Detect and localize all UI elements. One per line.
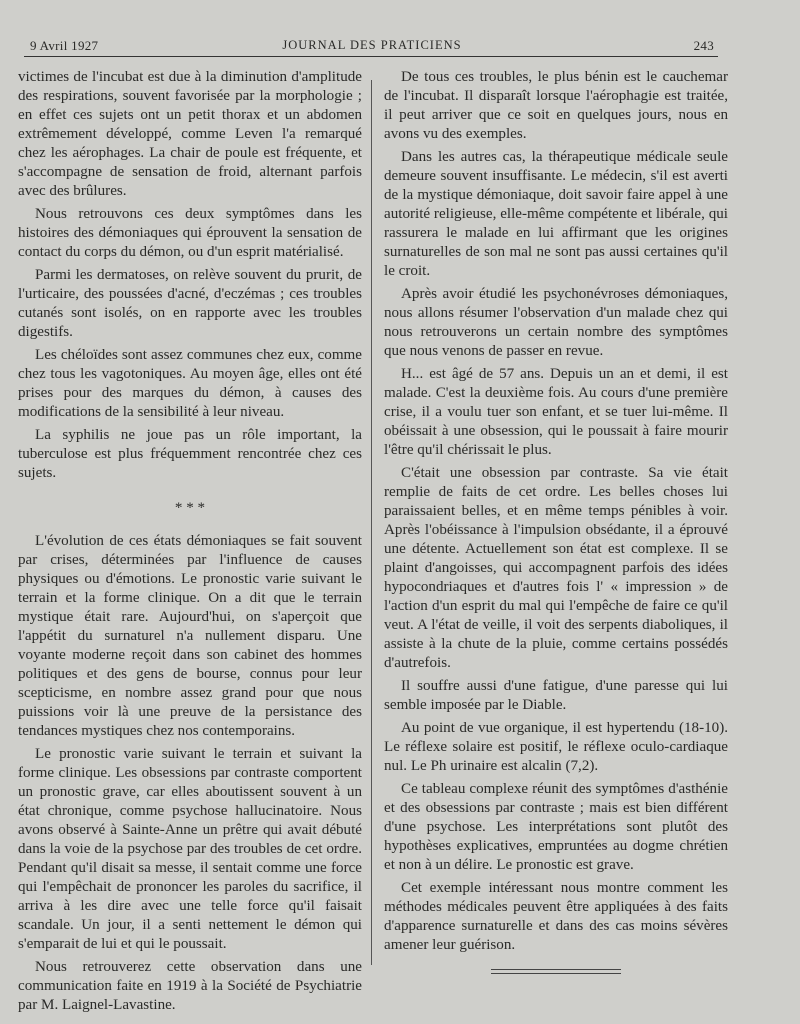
left-column bbox=[18, 68, 362, 1015]
paragraph: Le pronostic varie suivant le terrain et suivant la forme clinique. Les obsessions par contraste comportent un pronostic grave, car elles aboutissent souvent à un état chronique, comme psychose hallucinatoire. Nous avons observé à Sainte-Anne un prêtre qui avait débuté dans la voie de la psychose par des troubles de cet ordre. Pendant qu'il disait sa messe, il sentait comme une force qui l'empêchait de prononcer les paroles du sacrifice, il arriva à les dire avec une telle force qu'il faisait scandale. Un jour, il a senti nettement le démon qui s'emparait de lui et qui le poussait. bbox=[18, 746, 362, 952]
page-number: 243 bbox=[693, 38, 714, 53]
paragraph: Nous retrouverez cette observation dans une communication faite en 1919 à la Société de Psychiatrie par M. Laignel-Lavastine. bbox=[18, 959, 362, 1013]
paragraph: Dans les autres cas, la thérapeutique médicale seule demeure souvent insuffisante. Le médecin, s'il est averti de la mystique démoniaque, doit savoir faire appel à une autorité religieuse, elle-même compétente et libérale, qui rassurera le malade en lui affirmant que les origines surnaturelles de son mal ne sont pas aussi certaines qu'il le croit. bbox=[384, 149, 728, 279]
paragraph: Nous retrouvons ces deux symptômes dans les histoires des démoniaques qui éprouvent la sensation de contact du corps du démon, ou d'un esprit matérialisé. bbox=[18, 206, 362, 260]
paragraph: Après avoir étudié les psychonévroses démoniaques, nous allons résumer l'observation d'un malade chez qui nous retrouverons un certain nombre des symptômes que nous venons de passer en revue. bbox=[384, 286, 728, 359]
end-of-article-rule bbox=[491, 969, 621, 974]
paragraph: H... est âgé de 57 ans. Depuis un an et demi, il est malade. C'est la deuxième fois. Au cours d'une première crise, il a voulu tuer son enfant, et se tuer lui-même. Il obéissait à une obsession, qui le poussait à faire mourir l'être qu'il chérissait le plus. bbox=[384, 366, 728, 458]
running-header bbox=[30, 34, 714, 54]
paragraph: Cet exemple intéressant nous montre comment les méthodes médicales peuvent être appliquées à des faits d'apparence surnaturelle et dans des cas moins sévères amener leur guérison. bbox=[384, 880, 728, 953]
paragraph: Il souffre aussi d'une fatigue, d'une paresse qui lui semble imposée par le Diable. bbox=[384, 678, 728, 713]
paragraph: Parmi les dermatoses, on relève souvent du prurit, de l'urticaire, des poussées d'acné, d'eczémas ; ces troubles cutanés sont isolés, on en rapporte avec les troubles digestifs. bbox=[18, 267, 362, 340]
header-date: 9 Avril 1927 bbox=[30, 38, 99, 53]
section-separator: * * * bbox=[174, 500, 206, 516]
header-rule bbox=[24, 56, 718, 57]
paragraph: L'évolution de ces états démoniaques se fait souvent par crises, déterminées par l'influence de causes physiques ou d'émotions. Le pronostic varie suivant le terrain et la forme clinique. On a dit que le terrain mystique était rare. Aujourd'hui, on s'aperçoit que l'appétit du surnaturel n'a nullement disparu. Une voyante moderne reçoit dans son cabinet des hommes politiques et des gens de bourse, connus pour leur scepticisme, en nombre assez grand pour que nous puissions voir là une preuve de la persistance des tendances mystiques chez nos contemporains. bbox=[18, 533, 362, 739]
paragraph: Les chéloïdes sont assez communes chez eux, comme chez tous les vagotoniques. Au moyen âge, elles ont été prises pour des marques du démon, à causes des modifications de la sensibilité à leur niveau. bbox=[18, 347, 362, 420]
paragraph: De tous ces troubles, le plus bénin est le cauchemar de l'incubat. Il disparaît lorsque l'aérophagie est traitée, il peut arriver que ce soit en quelques jours, nous en avons vu des exemples. bbox=[384, 69, 728, 142]
right-column bbox=[384, 68, 728, 974]
paragraph: victimes de l'incubat est due à la diminution d'amplitude des respirations, souvent favorisée par la morphologie ; en effet ces sujets ont un petit thorax et un abdomen extrêmement développé, comme Leven l'a remarqué chez les aérophages. La chair de poule est fréquente, et s'accompagne de sensation de froid, alternant parfois avec des brûlures. bbox=[18, 69, 362, 199]
paragraph: C'était une obsession par contraste. Sa vie était remplie de faits de cet ordre. Les belles choses lui paraissaient belles, et en même temps pénibles à voir. Après l'obéissance à l'impulsion obsédante, il a éprouvé une détente. Actuellement son état est complexe. Il se plaint d'angoisses, qui accompagnent parfois des idées hypocondriaques et d'autres fois l' « impression » de l'action d'un esprit du mal qui l'empêche de faire ce qu'il veut. A l'état de veille, il voit des serpents diaboliques, il assiste à la chute de la pluie, comme certains possédés d'autrefois. bbox=[384, 465, 728, 671]
column-divider bbox=[371, 80, 372, 965]
paragraph: Ce tableau complexe réunit des symptômes d'asthénie et des obsessions par contraste ; mais est bien différent d'une psychose. Les interprétations sont plutôt des hypothèses explicatives, empruntées au dogme chrétien et non à un délire. Le pronostic est grave. bbox=[384, 781, 728, 873]
paragraph: Au point de vue organique, il est hypertendu (18-10). Le réflexe solaire est positif, le réflexe oculo-cardiaque nul. Le Ph urinaire est alcalin (7,2). bbox=[384, 720, 728, 774]
paragraph: La syphilis ne joue pas un rôle important, la tuberculose est plus fréquemment rencontrée chez ces sujets. bbox=[18, 427, 362, 481]
journal-title: JOURNAL DES PRATICIENS bbox=[282, 38, 462, 52]
